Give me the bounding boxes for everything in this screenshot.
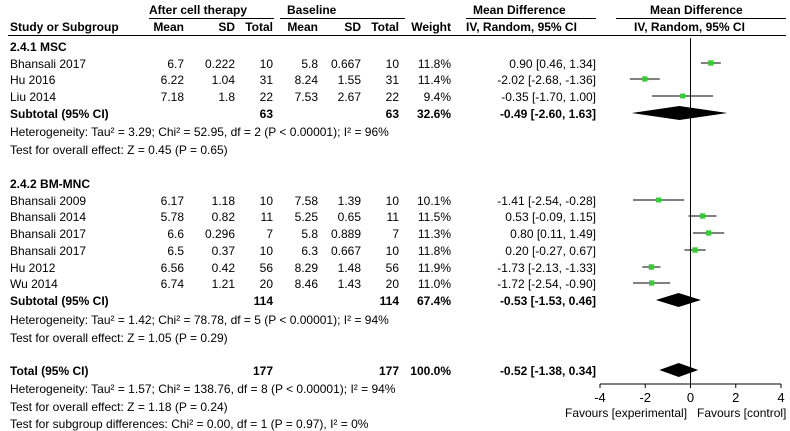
column-header-sd-2: SD [344,20,361,34]
mean-1: 6.22 [160,73,184,87]
total-label: Total (95% CI) [10,364,89,378]
heterogeneity-text: Heterogeneity: Tau² = 1.42; Chi² = 78.78, df = 5 (P < 0.00001); I² = 94% [10,313,389,327]
weight: 11.0% [417,277,451,291]
weight: 11.8% [417,244,451,258]
column-header-mean-1: Mean [153,20,184,34]
mean-2: 8.24 [294,73,318,87]
x-tick-label: 0 [686,390,695,405]
study-name: Liu 2014 [10,90,57,104]
mean-1: 5.78 [160,210,184,224]
study-name: Bhansali 2017 [10,227,87,241]
column-header-weight: Weight [411,20,451,34]
subtotal-total-1: 114 [253,294,273,308]
favours-experimental-label: Favours [experimental] [565,406,688,420]
x-tick-label: -2 [639,390,652,405]
study-marker [708,60,713,65]
weight: 11.5% [417,210,451,224]
weight: 10.1% [416,194,451,208]
total-1: 22 [259,90,273,104]
subgroup-differences-text: Test for subgroup differences: Chi² = 0.00, df = 1 (P = 0.97), I² = 0% [10,417,369,431]
column-header-sd-1: SD [218,20,235,34]
total-2: 10 [385,57,399,71]
total-md-ci: -0.52 [-1.38, 0.34] [499,364,596,378]
subtotal-label: Subtotal (95% CI) [10,107,109,121]
sd-2: 0.667 [330,57,361,71]
subtotal-total-2: 63 [385,107,399,121]
mean-1: 7.18 [160,90,184,104]
weight: 9.4% [423,90,451,104]
study-name: Bhansali 2017 [10,244,87,258]
md-ci: 0.20 [-0.27, 0.67] [505,244,596,258]
md-ci: -0.35 [-1.70, 1.00] [501,90,596,104]
column-header-mean-2: Mean [287,20,318,34]
subtotal-total-1: 63 [259,107,273,121]
study-name: Hu 2012 [10,261,56,275]
sd-1: 0.296 [204,227,235,241]
total-2: 10 [385,244,399,258]
study-marker [706,230,711,235]
study-marker [649,264,654,269]
weight: 11.3% [417,227,451,241]
total-1: 10 [259,194,273,208]
study-marker [642,76,647,81]
heterogeneity-text: Heterogeneity: Tau² = 3.29; Chi² = 52.95, df = 2 (P < 0.00001); I² = 96% [10,125,389,139]
sd-1: 0.37 [211,244,235,258]
overall-effect-text: Test for overall effect: Z = 1.18 (P = 0.24) [10,400,228,414]
favours-control-label: Favours [control] [697,406,787,420]
total-1: 10 [259,57,273,71]
sd-2: 1.55 [337,73,361,87]
group-header-control: Baseline [287,3,337,17]
column-header-method-plot: IV, Random, 95% CI [634,20,745,34]
overall-effect-text: Test for overall effect: Z = 0.45 (P = 0.65) [10,143,228,157]
md-ci: -1.73 [-2.13, -1.33] [497,261,596,275]
study-name: Bhansali 2009 [10,194,87,208]
mean-2: 8.46 [294,277,318,291]
total-total-2: 177 [378,364,399,378]
sd-2: 0.667 [330,244,361,258]
total-weight: 100.0% [410,364,451,378]
total-2: 31 [385,73,399,87]
group-header-md: Mean Difference [473,3,566,17]
sd-1: 0.82 [211,210,235,224]
x-tick-label: 2 [732,390,740,405]
study-marker [680,94,685,99]
weight: 11.9% [417,261,451,275]
mean-2: 7.58 [294,194,318,208]
subtotal-md-ci: -0.49 [-2.60, 1.63] [499,107,596,121]
mean-2: 7.53 [294,90,318,104]
sd-1: 1.8 [218,90,235,104]
mean-2: 6.3 [301,244,318,258]
total-1: 10 [259,244,273,258]
group-header-experimental: After cell therapy [149,3,248,17]
mean-1: 6.74 [160,277,184,291]
subtotal-weight: 32.6% [416,107,451,121]
study-name: Wu 2014 [10,277,58,291]
subtotal-md-ci: -0.53 [-1.53, 0.46] [499,294,596,308]
total-1: 11 [260,210,273,224]
md-ci: -2.02 [-2.68, -1.36] [497,73,596,87]
overall-effect-text: Test for overall effect: Z = 1.05 (P = 0.29) [10,331,228,345]
sd-1: 1.04 [211,73,235,87]
weight: 11.4% [417,73,451,87]
subtotal-weight: 67.4% [416,294,451,308]
pooled-diamond [659,363,698,377]
study-marker [692,247,697,252]
mean-1: 6.6 [167,227,184,241]
study-marker [656,197,661,202]
column-header-total-2: Total [371,20,399,34]
mean-2: 5.8 [301,57,318,71]
x-tick-label: 4 [777,390,785,405]
subtotal-label: Subtotal (95% CI) [10,294,109,308]
mean-1: 6.7 [167,57,184,71]
sd-2: 1.43 [337,277,361,291]
total-2: 20 [385,277,399,291]
total-2: 22 [385,90,399,104]
total-1: 56 [259,261,273,275]
total-1: 31 [259,73,273,87]
sd-1: 1.18 [211,194,235,208]
mean-2: 5.8 [301,227,318,241]
subgroup-title: 2.4.2 BM-MNC [10,177,91,191]
group-header-md-plot: Mean Difference [650,3,743,17]
subtotal-total-2: 114 [379,294,399,308]
sd-2: 0.65 [337,210,361,224]
md-ci: 0.90 [0.46, 1.34] [509,57,596,71]
md-ci: -1.72 [-2.54, -0.90] [497,277,596,291]
mean-1: 6.17 [160,194,184,208]
pooled-diamond [632,106,728,120]
study-name: Hu 2016 [10,73,56,87]
column-header-study: Study or Subgroup [10,20,119,34]
total-2: 56 [385,261,399,275]
column-header-method: IV, Random, 95% CI [466,20,577,34]
weight: 11.8% [417,57,451,71]
study-name: Bhansali 2017 [10,57,87,71]
sd-2: 2.67 [337,90,361,104]
mean-2: 8.29 [294,261,318,275]
total-2: 10 [385,194,399,208]
study-marker [649,280,654,285]
mean-1: 6.56 [160,261,184,275]
subgroup-title: 2.4.1 MSC [10,40,67,54]
column-header-total-1: Total [245,20,273,34]
x-tick-label: -4 [594,390,606,405]
md-ci: 0.53 [-0.09, 1.15] [505,210,596,224]
sd-1: 0.42 [211,261,235,275]
total-2: 11 [386,210,399,224]
study-marker [700,213,705,218]
sd-2: 1.48 [337,261,361,275]
heterogeneity-text: Heterogeneity: Tau² = 1.57; Chi² = 138.76, df = 8 (P < 0.00001); I² = 94% [10,382,396,396]
md-ci: 0.80 [0.11, 1.49] [510,227,596,241]
total-1: 7 [266,227,273,241]
pooled-diamond [656,293,701,307]
sd-1: 1.21 [211,277,235,291]
md-ci: -1.41 [-2.54, -0.28] [497,194,596,208]
total-total-1: 177 [252,364,273,378]
mean-1: 6.5 [167,244,184,258]
sd-2: 1.39 [337,194,361,208]
mean-2: 5.25 [294,210,318,224]
total-1: 20 [259,277,273,291]
study-name: Bhansali 2014 [10,210,87,224]
sd-1: 0.222 [204,57,235,71]
sd-2: 0.889 [330,227,361,241]
total-2: 7 [392,227,399,241]
